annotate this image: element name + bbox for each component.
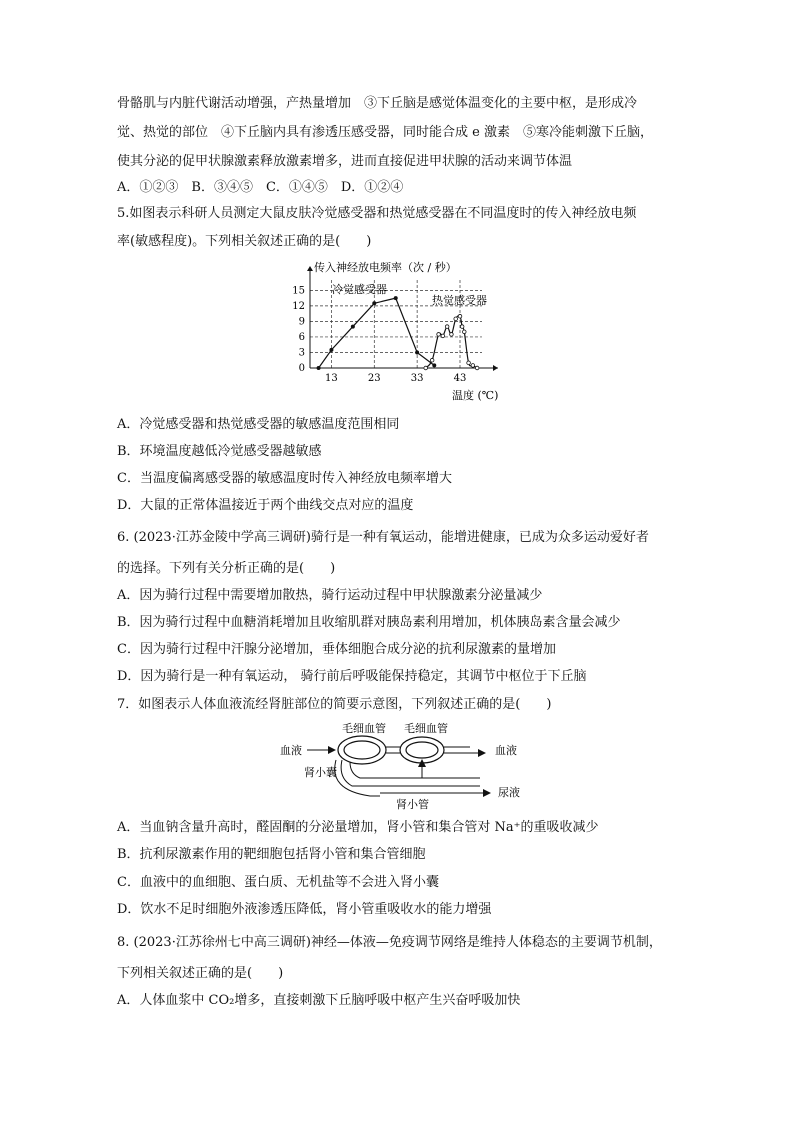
option-a: A．因为骑行过程中需要增加散热，骑行运动过程中甲状腺激素分泌量减少	[117, 588, 543, 603]
data-point-cold	[415, 350, 419, 354]
option-b: B．环境温度越低冷觉感受器越敏感	[117, 444, 322, 459]
data-point-cold	[351, 325, 355, 329]
blood-out-label: 血液	[495, 744, 517, 757]
data-point-cold	[317, 366, 321, 370]
capillary-inner	[406, 742, 438, 758]
option-d: D．因为骑行是一种有氧运动， 骑行前后呼吸能保持稳定，其调节中枢位于下丘脑	[117, 669, 587, 684]
option-a: A．当血钠含量升高时，醛固酮的分泌量增加，肾小管和集合管对 Na⁺的重吸收减少	[117, 820, 599, 835]
series-label-hot: 热觉感受器	[432, 294, 487, 307]
data-point-hot	[437, 333, 441, 337]
y-tick-label: 0	[298, 363, 305, 374]
data-point-hot	[471, 364, 475, 368]
y-tick-label: 9	[298, 316, 305, 328]
glomerulus-inner	[344, 741, 380, 759]
option-a: A．冷觉感受器和热觉感受器的敏感温度范围相同	[117, 417, 400, 432]
question-6-stem: 的选择。下列有关分析正确的是( )	[117, 561, 336, 576]
answer-options: A．①②③ B．③④⑤ C．①④⑤ D．①②④	[117, 180, 404, 195]
blood-in-label: 血液	[280, 744, 302, 757]
x-tick-label: 33	[410, 373, 424, 384]
data-point-hot	[454, 317, 458, 321]
option-d: D．大鼠的正常体温接近于两个曲线交点对应的温度	[117, 498, 414, 513]
y-tick-label: 3	[298, 347, 305, 359]
x-tick-label: 43	[453, 373, 467, 384]
option-a: A．人体血浆中 CO₂增多，直接刺激下丘脑呼吸中枢产生兴奋呼吸加快	[117, 993, 521, 1008]
question-6-stem: 6. (2023·江苏金陵中学高三调研)骑行是一种有氧运动，能增进健康，已成为众多运动爱好者	[117, 530, 649, 545]
data-point-cold	[432, 363, 436, 367]
data-point-hot	[445, 325, 449, 329]
x-tick-label: 23	[367, 373, 381, 384]
capillary-label-1: 毛细血管	[342, 722, 386, 735]
capsule-label: 肾小囊	[304, 766, 337, 779]
tubule-label: 肾小管	[396, 798, 429, 811]
data-point-hot	[424, 366, 428, 370]
option-c: C．血液中的血细胞、蛋白质、无机盐等不会进入肾小囊	[117, 875, 439, 890]
option-b: B．因为骑行过程中血糖消耗增加且收缩肌群对胰岛素利用增加，机体胰岛素含量会减少	[117, 615, 621, 630]
series-label-cold: 冷觉感受器	[332, 283, 387, 296]
glomerulus-outer	[338, 736, 386, 764]
urine-label: 尿液	[498, 786, 520, 799]
data-point-hot	[430, 358, 434, 362]
data-point-hot	[462, 330, 466, 334]
option-c: C．因为骑行过程中汗腺分泌增加，垂体细胞合成分泌的抗利尿激素的量增加	[117, 642, 556, 657]
data-point-hot	[458, 314, 462, 318]
data-point-cold	[372, 301, 376, 305]
y-tick-label: 12	[292, 300, 305, 312]
data-point-hot	[460, 325, 464, 329]
data-point-hot	[441, 334, 445, 338]
x-axis-arrow	[493, 365, 498, 371]
option-d: D．饮水不足时细胞外液渗透压降低，肾小管重吸收水的能力增强	[117, 902, 492, 917]
option-c: C．当温度偏离感受器的敏感温度时传入神经放电频率增大	[117, 471, 452, 486]
question-8-stem: 8. (2023·江苏徐州七中高三调研)神经—体液—免疫调节网络是维持人体稳态的主要调节机制，	[117, 935, 662, 950]
y-tick-label: 6	[298, 331, 305, 343]
data-point-hot	[467, 361, 471, 365]
data-point-hot	[450, 333, 454, 337]
question-5-stem: 率(敏感程度)。下列相关叙述正确的是( )	[117, 234, 372, 249]
chart-axes	[307, 266, 498, 371]
question-8-stem: 下列相关叙述正确的是( )	[117, 966, 284, 981]
y-tick-label: 15	[292, 285, 305, 297]
question-7-stem: 7．如图表示人体血液流经肾脏部位的简要示意图，下列叙述正确的是( )	[117, 697, 552, 712]
y-axis-arrow	[307, 266, 313, 271]
data-point-cold	[329, 348, 333, 352]
text-line: 使其分泌的促甲状腺激素释放激素增多，进而直接促进甲状腺的活动来调节体温	[117, 154, 573, 169]
x-axis-label: 温度 (℃)	[452, 389, 499, 402]
data-point-hot	[475, 366, 479, 370]
text-line: 觉、热觉的部位 ④下丘脑内具有渗透压感受器，同时能合成 e 激素 ⑤寒冷能刺激下丘脑，	[117, 125, 653, 140]
option-b: B．抗利尿激素作用的靶细胞包括肾小管和集合管细胞	[117, 847, 426, 862]
receptor-frequency-chart	[280, 256, 520, 406]
kidney-diagram	[280, 718, 520, 813]
data-point-cold	[394, 296, 398, 300]
x-tick-label: 13	[325, 373, 338, 384]
y-axis-label: 传入神经放电频率（次 / 秒）	[314, 261, 457, 274]
question-5-stem: 5.如图表示科研人员测定大鼠皮肤冷觉感受器和热觉感受器在不同温度时的传入神经放电频	[117, 206, 637, 221]
text-line: 骨骼肌与内脏代谢活动增强，产热量增加 ③下丘脑是感觉体温变化的主要中枢，是形成冷	[117, 96, 638, 111]
chart-series	[317, 296, 479, 370]
capillary-label-2: 毛细血管	[404, 722, 448, 735]
